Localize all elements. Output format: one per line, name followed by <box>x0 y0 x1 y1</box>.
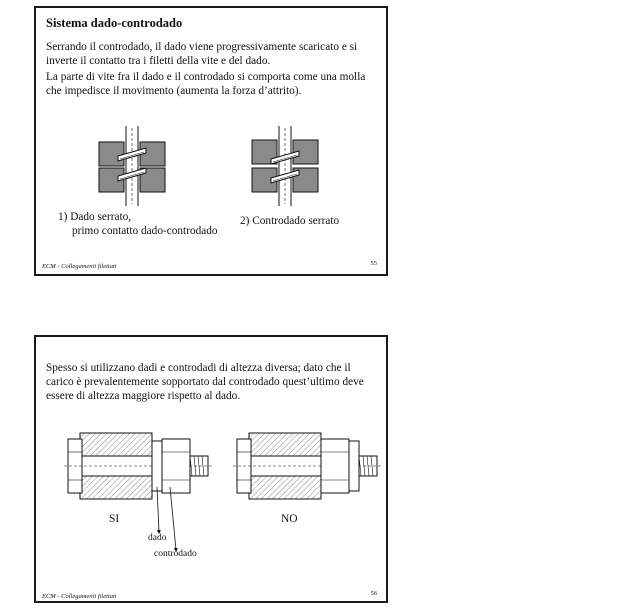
leader-arrows <box>36 337 390 605</box>
slide-paragraph-2: La parte di vite fra il dado e il controdado si comporta come una molla che impedisce il movimento (aumenta la forza d’attrito). <box>46 71 366 97</box>
slide-paragraph: Spesso si utilizzano dadi e controdadi di altezza diversa; dato che il carico è prevalentemente sopportato dal controdado quest’ultimo deve essere di altezza maggiore rispetto al dado. <box>46 362 364 402</box>
slide-55 <box>34 6 388 276</box>
caption-1-line-1: 1) Dado serrato, <box>58 211 132 223</box>
caption-1-line-2: primo contatto dado-controdado <box>72 225 218 237</box>
footer-text: ECM - Collegamenti filettati <box>42 263 117 270</box>
label-controdado: controdado <box>154 549 197 559</box>
caption-2: 2) Controdado serrato <box>240 215 340 227</box>
label-no: NO <box>281 513 298 525</box>
footer-text: ECM - Collegamenti filettati <box>42 593 117 600</box>
page-number: 56 <box>370 590 377 597</box>
diagram-controdado-serrato <box>249 126 321 206</box>
page-number: 55 <box>370 260 377 267</box>
label-dado: dado <box>148 533 167 543</box>
label-si: SI <box>109 513 120 525</box>
slide-title: Sistema dado-controdado <box>46 16 183 30</box>
diagram-dado-serrato <box>96 126 168 206</box>
slide-56 <box>34 335 388 603</box>
slide-paragraph-1: Serrando il controdado, il dado viene progressivamente scaricato e si inverte il contatto tra i filetti della vite e del dado. <box>46 41 358 67</box>
